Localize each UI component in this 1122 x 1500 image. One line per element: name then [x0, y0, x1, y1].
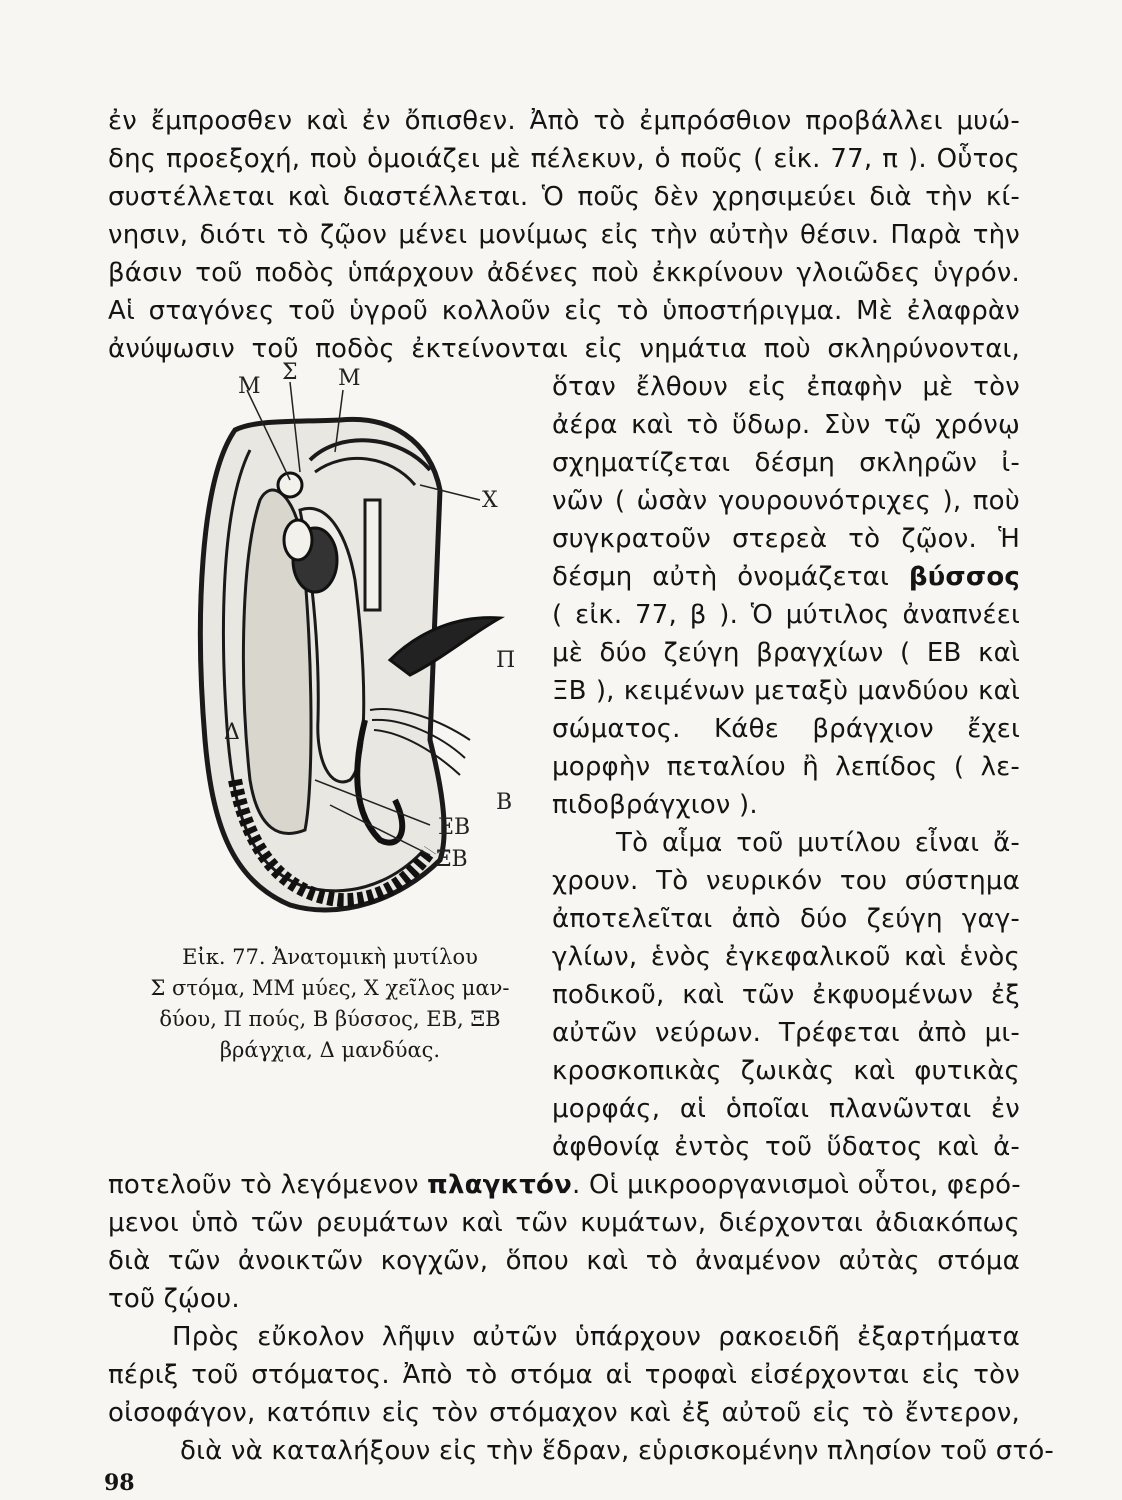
column-text-line: ἀποτελεῖται ἀπὸ δύο ζεύγη γαγ-	[552, 904, 1020, 934]
text-line: οἰσοφάγον, κατόπιν εἰς τὸν στόμαχον καὶ ἐξ αὐτοῦ εἰς τὸ ἔντερον,	[108, 1398, 1020, 1428]
text-line: μενοι ὑπὸ τῶν ρευμάτων καὶ τῶν κυμάτων, διέρχονται ἀδιακόπως	[108, 1208, 1020, 1238]
figure-label-delta: Δ	[224, 720, 240, 745]
text-line: βάσιν τοῦ ποδὸς ὑπάρχουν ἀδένες ποὺ ἐκκρίνουν γλοιῶδες ὑγρόν.	[108, 258, 1020, 288]
figure-label-sigma: Σ	[282, 360, 298, 385]
column-text-line: ἀέρα καὶ τὸ ὕδωρ. Σὺν τῷ χρόνῳ	[552, 410, 1020, 440]
figure-label-beta: Β	[496, 790, 513, 815]
byssos-term: βύσσος	[908, 562, 1021, 592]
column-text-line: ποδικοῦ, καὶ τῶν ἐκφυομένων ἐξ	[552, 980, 1020, 1010]
text-line: συστέλλεται καὶ διαστέλλεται. Ὁ ποῦς δὲν χρησιμεύει διὰ τὴν κί-	[108, 182, 1020, 212]
column-text-line: μορφάς, αἱ ὁποῖαι πλανῶνται ἐν	[552, 1094, 1020, 1124]
column-text-line: νῶν ( ὡσὰν γουρουνότριχες ), ποὺ	[552, 486, 1020, 516]
column-text-line: ἀφθονίᾳ ἐντὸς τοῦ ὕδατος καὶ ἀ-	[552, 1132, 1020, 1162]
column-text-line: γλίων, ἑνὸς ἐγκεφαλικοῦ καὶ ἑνὸς	[552, 942, 1020, 972]
figure-label-eb: ΕΒ	[438, 815, 471, 840]
figure-label-pi: Π	[496, 648, 516, 673]
text-line: Αἱ σταγόνες τοῦ ὑγροῦ κολλοῦν εἰς τὸ ὑποστήριγμα. Μὲ ἐλαφρὰν	[108, 296, 1020, 326]
caption-line: Σ στόμα, ΜΜ μύες, Χ χεῖλος μαν-	[150, 976, 510, 1000]
text-line: τοῦ ζῴου.	[108, 1284, 240, 1314]
page-number: 98	[104, 1470, 135, 1496]
plankton-term: πλαγκτόν	[427, 1170, 573, 1200]
text-line: νησιν, διότι τὸ ζῷον μένει μονίμως εἰς τὴν αὐτὴν θέσιν. Παρὰ τὴν	[108, 220, 1020, 250]
column-text-line: αὐτῶν νεύρων. Τρέφεται ἀπὸ μι-	[552, 1018, 1020, 1048]
column-text-line: ὅταν ἔλθουν εἰς ἐπαφὴν μὲ τὸν	[552, 372, 1020, 402]
column-text-line: χρουν. Τὸ νευρικόν του σύστημα	[552, 866, 1020, 896]
caption-line: δύου, Π πούς, Β βύσσος, ΕΒ, ΞΒ	[159, 1007, 501, 1031]
column-text-line	[552, 560, 1020, 594]
text-line: ἀνύψωσιν τοῦ ποδὸς ἐκτείνονται εἰς νημάτια ποὺ σκληρύνονται,	[108, 334, 1020, 364]
column-text-line: μορφὴν πεταλίου ἢ λεπίδος ( λε-	[552, 752, 1020, 782]
caption-line: βράγχια, Δ μανδύας.	[219, 1038, 441, 1062]
figure-label-x: Χ	[482, 488, 498, 513]
figure-label-m2: Μ	[338, 366, 361, 391]
text-line: διὰ νὰ καταλήξουν εἰς τὴν ἕδραν, εὑρισκομένην πλησίον τοῦ στό-	[180, 1436, 1055, 1466]
column-text-line: μὲ δύο ζεύγη βραγχίων ( ΕΒ καὶ	[552, 638, 1020, 668]
column-text-line: σώματος. Κάθε βράγχιον ἔχει	[552, 714, 1020, 744]
text-line: διὰ τῶν ἀνοικτῶν κογχῶν, ὅπου καὶ τὸ ἀναμένον αὐτὰς στόμα	[108, 1246, 1020, 1276]
figure-label-m1: Μ	[238, 374, 261, 399]
text-line: ἐν ἔμπροσθεν καὶ ἐν ὄπισθεν. Ἀπὸ τὸ ἐμπρόσθιον προβάλλει μυώ-	[108, 106, 1020, 136]
column-text-line: ΞΒ ), κειμένων μεταξὺ μανδύου καὶ	[552, 676, 1020, 706]
text-line: δης προεξοχή, ποὺ ὁμοιάζει μὲ πέλεκυν, ὁ ποῦς ( εἰκ. 77, π ). Οὗτος	[108, 144, 1020, 174]
text-line: πέριξ τοῦ στόματος. Ἀπὸ τὸ στόμα αἱ τροφαὶ εἰσέρχονται εἰς τὸν	[108, 1360, 1020, 1390]
mussel-anatomy-figure	[140, 360, 540, 940]
text-line: Πρὸς εὔκολον λῆψιν αὐτῶν ὑπάρχουν ρακοειδῆ ἐξαρτήματα	[172, 1322, 1020, 1352]
column-text-line: ( εἰκ. 77, β ). Ὁ μύτιλος ἀναπνέει	[552, 600, 1020, 630]
column-text-line: κροσκοπικὰς ζωικὰς καὶ φυτικὰς	[552, 1056, 1020, 1086]
column-text-line: σχηματίζεται δέσμη σκληρῶν ἰ-	[552, 448, 1020, 478]
caption-line: Εἰκ. 77. Ἀνατομικὴ μυτίλου	[182, 945, 478, 969]
column-text-line: Τὸ αἷμα τοῦ μυτίλου εἶναι ἄ-	[616, 828, 1020, 858]
plankton-sentence-end: . Οἱ μικροοργανισμοὶ οὗτοι, φερό-	[572, 1170, 1021, 1200]
byssos-sentence: δέσμη αὐτὴ ὀνομάζεται	[552, 562, 890, 592]
figure-caption	[130, 942, 530, 1066]
mussel-drawing	[140, 360, 540, 940]
text-line	[108, 1168, 1020, 1202]
column-text-line: συγκρατοῦν στερεὰ τὸ ζῷον. Ἡ	[552, 524, 1020, 554]
figure-label-xb: ΞΒ	[436, 847, 468, 872]
column-text-line: πιδοβράγχιον ).	[552, 790, 758, 820]
plankton-sentence-start: ποτελοῦν τὸ λεγόμενον	[108, 1170, 419, 1200]
